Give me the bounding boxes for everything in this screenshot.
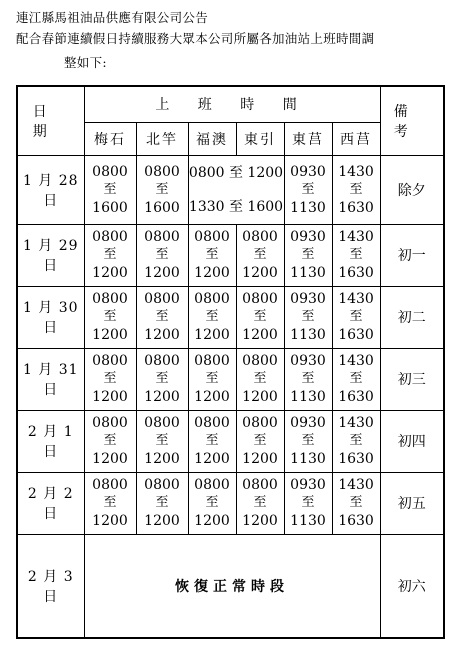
- time-to: 至: [349, 181, 363, 197]
- time-start: 0800: [92, 353, 128, 369]
- time-start: 0800: [144, 291, 180, 307]
- table-row: [17, 348, 444, 410]
- time-start: 0930: [290, 163, 326, 180]
- time-start: 0800: [144, 229, 180, 245]
- time-cell: [84, 155, 136, 224]
- time-to: 至: [205, 309, 219, 324]
- time-to: 至: [301, 181, 315, 197]
- time-cell: [136, 155, 188, 224]
- time-start: 0800: [92, 163, 128, 180]
- time-end: 1630: [338, 265, 374, 281]
- time-to: 至: [253, 433, 267, 448]
- time-end: 1200: [144, 389, 180, 405]
- time-to: 至: [155, 309, 169, 324]
- time-to: 至: [301, 309, 315, 324]
- time-end: 1200: [242, 265, 278, 281]
- time-to: 至: [205, 495, 219, 510]
- header-date: 日 期: [17, 86, 84, 155]
- time-end: 1200: [194, 451, 230, 467]
- time-to: 至: [349, 247, 363, 262]
- time-to: 至: [205, 371, 219, 386]
- time-to: 至: [103, 433, 117, 448]
- time-start: 0800: [92, 415, 128, 431]
- time-end: 1200: [144, 513, 180, 529]
- station-header-dongju: 東莒: [284, 122, 332, 155]
- time-start: 1430: [338, 163, 374, 180]
- time-start: 0800: [144, 415, 180, 431]
- note-cell: 初四: [380, 410, 444, 472]
- time-end: 1130: [290, 513, 326, 529]
- time-cell: [136, 286, 188, 348]
- time-to: 至: [103, 247, 117, 262]
- header-note: 備 考: [380, 86, 444, 155]
- time-end: 1200: [194, 389, 230, 405]
- time-to: 至: [253, 309, 267, 324]
- time-start: 0800: [194, 291, 230, 307]
- time-cell: [188, 410, 236, 472]
- note-cell: 除夕: [380, 155, 444, 224]
- time-cell: [332, 155, 380, 224]
- time-to: 至: [349, 309, 363, 324]
- time-cell-fuao-dongyin: [188, 155, 284, 224]
- table-row: [17, 472, 444, 534]
- notice-title: 連江縣馬祖油品供應有限公司公告: [16, 10, 209, 25]
- time-end: 1600: [92, 199, 128, 216]
- time-start: 0800: [194, 477, 230, 493]
- time-cell: [84, 286, 136, 348]
- time-cell: [188, 224, 236, 286]
- time-cell: [136, 410, 188, 472]
- time-start: 0800: [92, 291, 128, 307]
- time-end: 1130: [290, 451, 326, 467]
- time-start: 0800: [144, 353, 180, 369]
- time-end: 1130: [290, 199, 326, 216]
- date-cell: 1 月 30 日: [17, 286, 84, 348]
- time-cell: [284, 155, 332, 224]
- date-cell: 1 月 28 日: [17, 155, 84, 224]
- time-start: 0800: [242, 353, 278, 369]
- time-to: 至: [155, 371, 169, 386]
- time-start: 0800: [92, 229, 128, 245]
- time-range-1: 0800 至 1200: [188, 164, 284, 181]
- time-cell: [284, 348, 332, 410]
- time-start: 0800: [92, 477, 128, 493]
- time-cell: [136, 224, 188, 286]
- time-cell: [188, 472, 236, 534]
- time-start: 0800: [144, 477, 180, 493]
- time-to: 至: [103, 371, 117, 386]
- note-cell: 初一: [380, 224, 444, 286]
- time-to: 至: [253, 495, 267, 510]
- table-row: [17, 286, 444, 348]
- time-to: 至: [155, 247, 169, 262]
- time-end: 1130: [290, 265, 326, 281]
- notice-line-2: 配合春節連續假日持續服務大眾本公司所屬各加油站上班時間調: [16, 31, 375, 46]
- time-start: 1430: [338, 291, 374, 307]
- time-end: 1630: [338, 327, 374, 343]
- time-end: 1130: [290, 327, 326, 343]
- station-header-meishi: 梅石: [84, 122, 136, 155]
- time-to: 至: [103, 181, 117, 197]
- time-to: 至: [253, 371, 267, 386]
- time-start: 0930: [290, 353, 326, 369]
- time-cell: [332, 224, 380, 286]
- time-end: 1200: [144, 451, 180, 467]
- time-end: 1200: [194, 513, 230, 529]
- time-cell: [188, 286, 236, 348]
- time-range-2: 1330 至 1600: [188, 198, 284, 215]
- station-header-xiju: 西莒: [332, 122, 380, 155]
- time-end: 1630: [338, 389, 374, 405]
- time-start: 1430: [338, 229, 374, 245]
- time-end: 1200: [194, 327, 230, 343]
- time-start: 0800: [242, 229, 278, 245]
- time-cell: [284, 472, 332, 534]
- time-cell: [236, 472, 284, 534]
- station-header-beigan: 北竿: [136, 122, 188, 155]
- resume-normal-hours: 恢復正常時段: [84, 534, 380, 638]
- time-end: 1200: [92, 513, 128, 529]
- date-cell: 2 月 2 日: [17, 472, 84, 534]
- time-to: 至: [301, 371, 315, 386]
- time-to: 至: [103, 309, 117, 324]
- time-end: 1200: [92, 265, 128, 281]
- time-cell: [136, 472, 188, 534]
- time-end: 1630: [338, 199, 374, 216]
- time-end: 1630: [338, 451, 374, 467]
- time-end: 1200: [92, 451, 128, 467]
- time-start: 0930: [290, 415, 326, 431]
- table-row: [17, 155, 444, 224]
- time-end: 1200: [194, 265, 230, 281]
- header-hours: 上 班 時 間: [84, 86, 380, 122]
- time-end: 1200: [144, 327, 180, 343]
- time-cell: [84, 410, 136, 472]
- time-end: 1200: [92, 327, 128, 343]
- time-start: 0800: [194, 353, 230, 369]
- time-start: 0800: [242, 415, 278, 431]
- time-end: 1200: [144, 265, 180, 281]
- date-cell: 2 月 1 日: [17, 410, 84, 472]
- time-start: 0930: [290, 229, 326, 245]
- time-to: 至: [349, 371, 363, 386]
- time-cell: [236, 410, 284, 472]
- time-to: 至: [349, 433, 363, 448]
- date-cell: 1 月 29 日: [17, 224, 84, 286]
- time-start: 1430: [338, 353, 374, 369]
- table-row: [17, 224, 444, 286]
- time-start: 0800: [242, 291, 278, 307]
- time-cell: [84, 472, 136, 534]
- time-end: 1600: [144, 199, 180, 216]
- time-cell: [332, 410, 380, 472]
- note-cell: 初六: [380, 534, 444, 638]
- time-end: 1200: [92, 389, 128, 405]
- time-to: 至: [205, 433, 219, 448]
- time-start: 1430: [338, 415, 374, 431]
- time-to: 至: [155, 181, 169, 197]
- time-end: 1130: [290, 389, 326, 405]
- time-to: 至: [205, 247, 219, 262]
- time-end: 1200: [242, 389, 278, 405]
- time-to: 至: [155, 433, 169, 448]
- table-row: [17, 534, 444, 638]
- schedule-table: [16, 85, 445, 639]
- time-cell: [284, 410, 332, 472]
- note-cell: 初五: [380, 472, 444, 534]
- station-header-dongyin: 東引: [236, 122, 284, 155]
- note-cell: 初二: [380, 286, 444, 348]
- time-to: 至: [301, 495, 315, 510]
- date-cell: 2 月 3 日: [17, 534, 84, 638]
- time-cell: [236, 348, 284, 410]
- time-end: 1630: [338, 513, 374, 529]
- time-end: 1200: [242, 327, 278, 343]
- time-cell: [236, 286, 284, 348]
- time-end: 1200: [242, 451, 278, 467]
- table-row: [17, 410, 444, 472]
- time-start: 0930: [290, 291, 326, 307]
- time-start: 0800: [194, 229, 230, 245]
- time-start: 0800: [242, 477, 278, 493]
- time-to: 至: [155, 495, 169, 510]
- time-to: 至: [301, 433, 315, 448]
- note-cell: 初三: [380, 348, 444, 410]
- time-cell: [84, 348, 136, 410]
- time-cell: [136, 348, 188, 410]
- time-cell: [84, 224, 136, 286]
- time-cell: [332, 286, 380, 348]
- time-cell: [188, 348, 236, 410]
- time-start: 1430: [338, 477, 374, 493]
- time-start: 0800: [144, 163, 180, 180]
- time-end: 1200: [242, 513, 278, 529]
- time-start: 0800: [194, 415, 230, 431]
- time-cell: [236, 224, 284, 286]
- time-to: 至: [349, 495, 363, 510]
- date-cell: 1 月 31 日: [17, 348, 84, 410]
- time-to: 至: [301, 247, 315, 262]
- time-to: 至: [103, 495, 117, 510]
- notice-line-3: 整如下:: [64, 55, 107, 70]
- station-header-fuao: 福澳: [188, 122, 236, 155]
- time-start: 0930: [290, 477, 326, 493]
- time-cell: [332, 472, 380, 534]
- time-cell: [332, 348, 380, 410]
- time-cell: [284, 224, 332, 286]
- time-to: 至: [253, 247, 267, 262]
- time-cell: [284, 286, 332, 348]
